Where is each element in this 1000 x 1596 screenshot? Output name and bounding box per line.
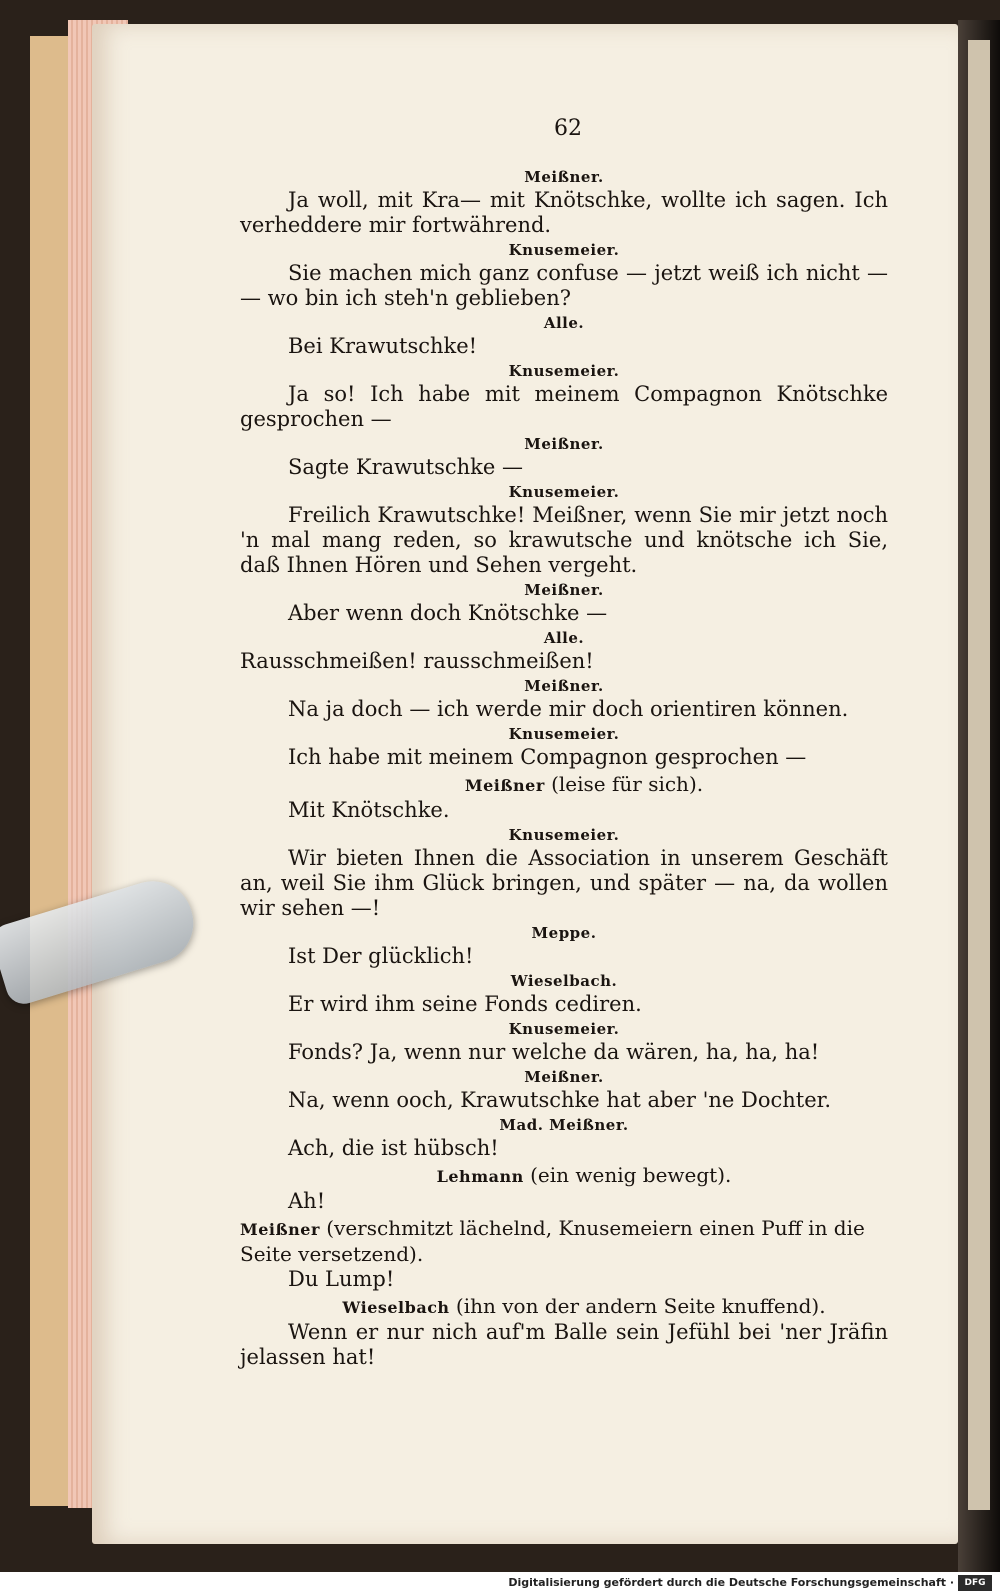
speech-line: Er wird ihm seine Fonds cediren. [288,992,642,1016]
speaker-name: Alle. [543,629,585,647]
speech-text [240,1040,888,1065]
speaker-with-direction [280,772,888,798]
speech-text [240,503,888,578]
speech-line: Wenn er nur nich auf'm Balle sein Jefühl bei 'ner Jräfin jelassen hat! [240,1320,888,1369]
speaker-name: Meißner. [524,435,604,453]
speaker-name: Knusemeier. [508,1020,620,1038]
speaker-name: Knusemeier. [508,241,620,259]
speech-line: Sie machen mich ganz confuse — jetzt weiß ich nicht — — wo bin ich steh'n geblieben? [240,261,888,310]
speaker-with-direction [280,1163,888,1189]
speech-text [240,382,888,432]
page-number: 62 [554,116,582,141]
speech-text [240,1088,888,1113]
speech-text [240,1189,888,1214]
speaker-name: Knusemeier. [508,826,620,844]
speech-text [240,649,888,674]
speech-line: Mit Knötschke. [288,798,450,822]
speech-text [240,1267,888,1292]
speaker-name: Alle. [543,314,585,332]
speech-line: Aber wenn doch Knötschke — [288,601,608,625]
speaker-name: Wieselbach. [510,972,618,990]
speaker-name: Meißner. [524,677,604,695]
speaker-name: Meißner. [524,581,604,599]
stage-direction: (ein wenig bewegt). [523,1163,732,1187]
footer-bar [0,1572,1000,1596]
footer-credit: Digitalisierung gefördert durch die Deutsche Forschungsgemeinschaft · [508,1576,954,1589]
speech-text [240,601,888,626]
speaker-name: Meppe. [531,924,597,942]
speaker-name: Meißner [240,1220,320,1239]
speech-text [240,697,888,722]
speech-text [240,1320,888,1370]
stage-direction: (verschmitzt lächelnd, Knusemeiern einen Puff in die Seite versetzend). [240,1216,865,1266]
speech-text [240,334,888,359]
speaker-name: Knusemeier. [508,483,620,501]
speech-line: Ist Der glücklich! [288,944,474,968]
speech-line: Sagte Krawutschke — [288,455,523,479]
speech-text [240,1136,888,1161]
speech-line: Ach, die ist hübsch! [288,1136,499,1160]
speech-text [240,944,888,969]
speech-line: Ja so! Ich habe mit meinem Compagnon Knötschke gesprochen — [240,382,888,431]
speech-text [240,798,888,823]
speech-line: Ich habe mit meinem Compagnon gesprochen — [288,745,807,769]
speaker-name: Meißner. [524,168,604,186]
speaker-name: Lehmann [436,1167,524,1186]
speech-text [240,846,888,921]
speaker-name: Meißner. [524,1068,604,1086]
speaker-with-direction [240,1216,888,1267]
speech-line: Wir bieten Ihnen die Association in unserem Geschäft an, weil Sie ihm Glück bringen, und später — na, da wollen wir sehen —! [240,846,888,920]
speech-line: Freilich Krawutschke! Meißner, wenn Sie mir jetzt noch 'n mal mang reden, so krawutsche und knötsche ich Sie, daß Ihnen Hören und Sehen vergeht. [240,503,888,577]
speaker-name: Wieselbach [342,1298,450,1317]
speech-line: Bei Krawutschke! [288,334,478,358]
speech-line: Na, wenn ooch, Krawutschke hat aber 'ne Dochter. [288,1088,832,1112]
dfg-logo-icon: DFG [958,1575,992,1591]
speech-line: Du Lump! [288,1267,395,1291]
page-text [240,116,888,1372]
speaker-name: Meißner [464,776,545,795]
speech-text [240,745,888,770]
stage-direction: (leise für sich). [544,772,704,796]
speech-text [240,188,888,238]
speaker-name: Knusemeier. [508,362,620,380]
speaker-name: Mad. Meißner. [499,1116,629,1134]
stage-direction: (ihn von der andern Seite knuffend). [449,1294,826,1318]
speech-line: Ah! [288,1189,326,1213]
speech-line: Rausschmeißen! rausschmeißen! [240,649,594,673]
speech-text [240,992,888,1017]
play-dialogue [240,167,888,1370]
next-page-edge [968,40,990,1510]
speech-line: Ja woll, mit Kra— mit Knötschke, wollte ich sagen. Ich verheddere mir fortwährend. [240,188,888,237]
speech-text [240,455,888,480]
speaker-name: Knusemeier. [508,725,620,743]
speaker-with-direction [280,1294,888,1320]
speech-text [240,261,888,311]
speech-line: Na ja doch — ich werde mir doch orientiren können. [288,697,849,721]
speech-line: Fonds? Ja, wenn nur welche da wären, ha, ha, ha! [288,1040,820,1064]
